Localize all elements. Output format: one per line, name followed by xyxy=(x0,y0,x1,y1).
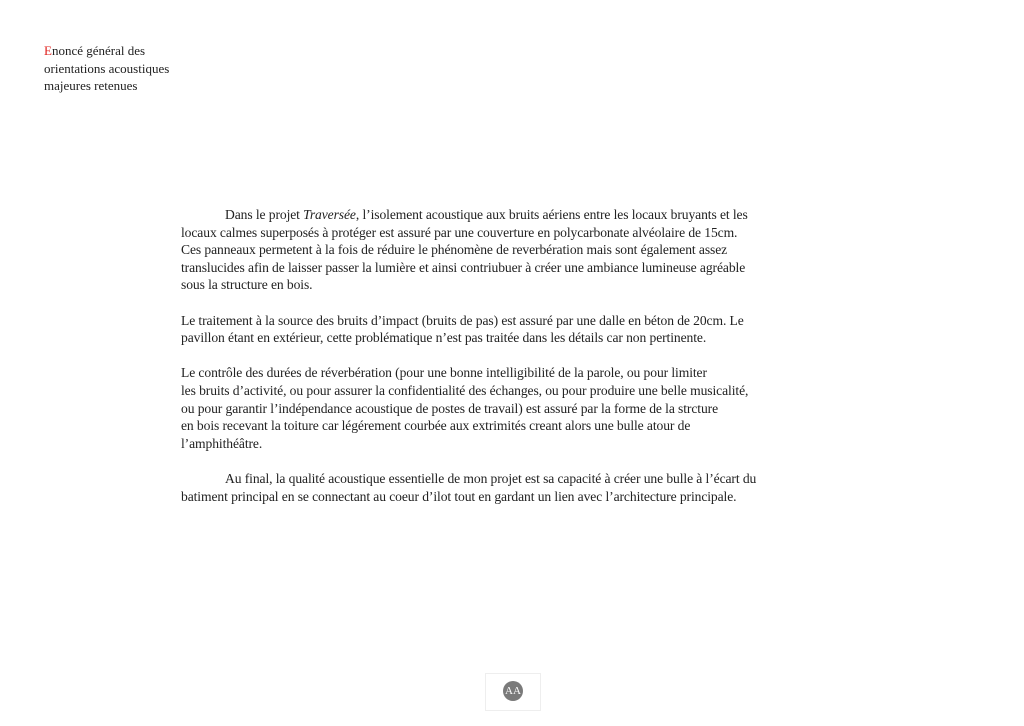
heading-line-2: orientations acoustiques xyxy=(44,60,170,76)
text-line: sous la structure en bois. xyxy=(181,277,313,293)
text-line: Au final, la qualité acoustique essentielle de mon projet est sa capacité à créer une bulle à l’écart du xyxy=(225,470,757,486)
paragraph-2 xyxy=(181,312,756,347)
section-heading xyxy=(44,42,169,95)
body-text xyxy=(181,206,756,523)
text-line: l’amphithéâtre. xyxy=(181,435,263,451)
text-line: ou pour garantir l’indépendance acoustique de postes de travail) est assuré par la forme de la strcture xyxy=(181,400,719,416)
text-line: en bois recevant la toiture car légérement courbée aux extrimités creant alors une bulle atour de xyxy=(181,418,691,434)
project-name: Traversée xyxy=(303,207,356,222)
text-line xyxy=(181,206,756,224)
paragraph-3 xyxy=(181,364,756,452)
paragraph-4 xyxy=(181,470,756,505)
text-line: pavillon étant en extérieur, cette problématique n’est pas traitée dans les détails car non pertinente. xyxy=(181,330,707,346)
heading-line-1: noncé général des xyxy=(51,43,146,58)
heading-initial: E xyxy=(44,43,52,58)
paragraph-1 xyxy=(181,206,756,294)
text-span: , l’isolement acoustique aux bruits aériens entre les locaux bruyants et les xyxy=(355,207,748,222)
text-line: batiment principal en se connectant au coeur d’ilot tout en gardant un lien avec l’architecture principale. xyxy=(181,488,737,504)
text-line: les bruits d’activité, ou pour assurer la confidentialité des échanges, ou pour produire une belle musicalité, xyxy=(181,382,749,398)
text-span: Dans le projet xyxy=(225,207,304,222)
text-line: locaux calmes superposés à protéger est assuré par une couverture en polycarbonate alvéolaire de 15cm. xyxy=(181,224,738,240)
text-line: Ces panneaux permetent à la fois de réduire le phénomène de reverbération mais sont également assez xyxy=(181,242,728,258)
text-line: translucides afin de laisser passer la lumière et ainsi contriubuer à créer une ambiance lumineuse agréable xyxy=(181,259,746,275)
heading-line-3: majeures retenues xyxy=(44,78,138,93)
footer-logo xyxy=(485,673,541,711)
text-line: Le traitement à la source des bruits d’impact (bruits de pas) est assuré par une dalle en béton de 20cm. Le xyxy=(181,312,744,328)
logo-monogram: AA xyxy=(503,681,523,701)
text-line: Le contrôle des durées de réverbération (pour une bonne intelligibilité de la parole, ou pour limiter xyxy=(181,365,707,381)
